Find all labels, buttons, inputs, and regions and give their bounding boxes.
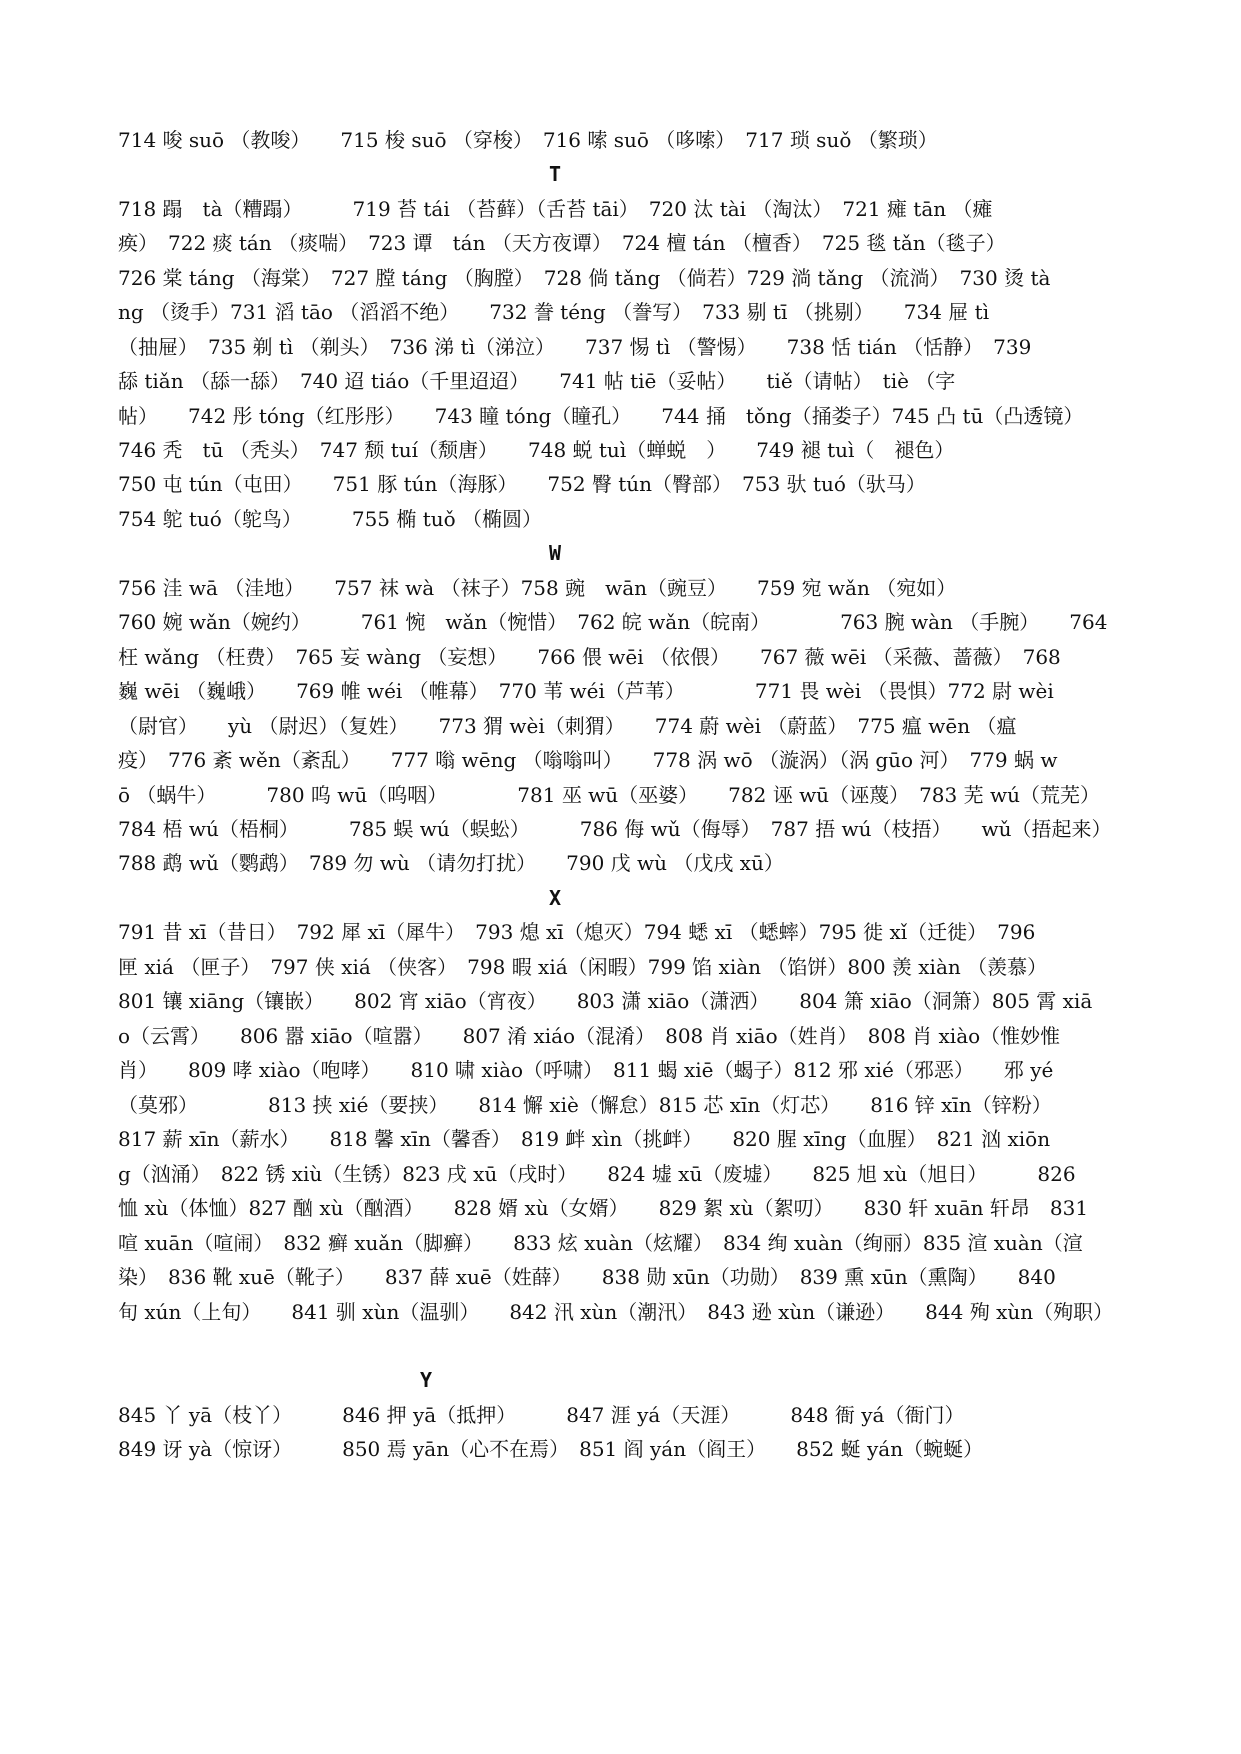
text-line: 714 唆 suō （教唆） 715 梭 suō （穿梭） 716 嗦 suō （哆嗦） 717 琐 suǒ （繁琐）: [118, 128, 938, 152]
text-line: ng （烫手）731 滔 tāo （滔滔不绝） 732 誊 téng （誊写） 733 剔 tī （挑剔） 734 屉 tì: [118, 300, 990, 324]
section-heading-x: X: [549, 886, 562, 910]
text-line: 痪） 722 痰 tán （痰喘） 723 谭 tán （天方夜谭） 724 檀 tán （檀香） 725 毯 tǎn（毯子）: [118, 231, 1006, 255]
text-line: （莫邪） 813 挟 xié（要挟） 814 懈 xiè（懈怠）815 芯 xīn（灯芯） 816 锌 xīn（锌粉）: [118, 1093, 1052, 1117]
text-line: 枉 wǎng （枉费） 765 妄 wàng （妄想） 766 偎 wēi （依偎） 767 薇 wēi （采薇、蔷薇） 768: [118, 645, 1061, 669]
text-line: 喧 xuān（喧闹） 832 癣 xuǎn（脚癣） 833 炫 xuàn（炫耀） 834 绚 xuàn（绚丽）835 渲 xuàn（渲: [118, 1231, 1083, 1255]
text-line: 染） 836 靴 xuē（靴子） 837 薛 xuē（姓薛） 838 勋 xūn（功勋） 839 熏 xūn（熏陶） 840: [118, 1265, 1056, 1289]
text-line: 肖） 809 哮 xiào（咆哮） 810 啸 xiào（呼啸） 811 蝎 xiē（蝎子）812 邪 xié（邪恶） 邪 yé: [118, 1058, 1054, 1082]
text-line: 旬 xún（上旬） 841 驯 xùn（温驯） 842 汛 xùn（潮汛） 843 逊 xùn（谦逊） 844 殉 xùn（殉职）: [118, 1300, 1114, 1324]
text-line: o（云霄） 806 嚣 xiāo（喧嚣） 807 淆 xiáo（混淆） 808 肖 xiāo（姓肖） 808 肖 xiào（惟妙惟: [118, 1024, 1061, 1048]
text-line: （抽屉） 735 剃 tì （剃头） 736 涕 tì（涕泣） 737 惕 tì （警惕） 738 恬 tián （恬静） 739: [118, 335, 1032, 359]
text-line: 784 梧 wú（梧桐） 785 蜈 wú（蜈蚣） 786 侮 wǔ（侮辱） 787 捂 wú（枝捂） wǔ（捂起来）: [118, 817, 1112, 841]
text-line: ō （蜗牛） 780 呜 wū（呜咽） 781 巫 wū（巫婆） 782 诬 wū（诬蔑） 783 芜 wú（荒芜）: [118, 783, 1100, 807]
text-line: 718 蹋 tà（糟蹋） 719 苔 tái （苔藓）（舌苔 tāi） 720 汰 tài （淘汰） 721 瘫 tān （瘫: [118, 197, 993, 221]
text-line: 756 洼 wā （洼地） 757 袜 wà （袜子）758 豌 wān（豌豆） 759 宛 wǎn （宛如）: [118, 576, 957, 600]
text-line: 760 婉 wǎn（婉约） 761 惋 wǎn（惋惜） 762 皖 wǎn（皖南） 763 腕 wàn （手腕） 764: [118, 610, 1108, 634]
text-line: 巍 wēi （巍峨） 769 帷 wéi （帷幕） 770 苇 wéi（芦苇） 771 畏 wèi （畏惧）772 尉 wèi: [118, 679, 1054, 703]
text-line: 舔 tiǎn （舔一舔） 740 迢 tiáo（千里迢迢） 741 帖 tiē（妥帖） tiě（请帖） tiè （字: [118, 369, 956, 393]
text-line: 恤 xù（体恤）827 酗 xù（酗酒） 828 婿 xù（女婿） 829 絮 xù（絮叨） 830 轩 xuān 轩昂 831: [118, 1196, 1089, 1220]
text-line: g（汹涌） 822 锈 xiù（生锈）823 戌 xū（戌时） 824 墟 xū（废墟） 825 旭 xù（旭日） 826: [118, 1162, 1076, 1186]
text-line: 788 鹉 wǔ（鹦鹉） 789 勿 wù （请勿打扰） 790 戊 wù （戊戌 xū）: [118, 851, 784, 875]
text-line: 849 讶 yà（惊讶） 850 焉 yān（心不在焉） 851 阎 yán（阎王） 852 蜒 yán（蜿蜒）: [118, 1437, 984, 1461]
section-heading-y: Y: [420, 1368, 433, 1392]
text-line: 726 棠 táng （海棠） 727 膛 táng （胸膛） 728 倘 tǎng （倘若）729 淌 tǎng （流淌） 730 烫 tà: [118, 266, 1051, 290]
text-line: 845 丫 yā（枝丫） 846 押 yā（抵押） 847 涯 yá（天涯） 848 衙 yá（衙门）: [118, 1403, 965, 1427]
text-line: 791 昔 xī（昔日） 792 犀 xī（犀牛） 793 熄 xī（熄灭）794 蟋 xī （蟋蟀）795 徙 xǐ（迁徙） 796: [118, 920, 1036, 944]
text-line: 750 屯 tún（屯田） 751 豚 tún（海豚） 752 臀 tún（臀部） 753 驮 tuó（驮马）: [118, 472, 926, 496]
text-line: 801 镶 xiāng（镶嵌） 802 宵 xiāo（宵夜） 803 潇 xiāo（潇洒） 804 箫 xiāo（洞箫）805 霄 xiā: [118, 989, 1093, 1013]
text-line: 匣 xiá （匣子） 797 侠 xiá （侠客） 798 暇 xiá（闲暇）799 馅 xiàn （馅饼）800 羡 xiàn （羡慕）: [118, 955, 1048, 979]
text-line: （尉官） yù （尉迟）（复姓） 773 猬 wèi（刺猬） 774 蔚 wèi （蔚蓝） 775 瘟 wēn （瘟: [118, 714, 1017, 738]
text-line: 746 秃 tū （秃头） 747 颓 tuí（颓唐） 748 蜕 tuì（蝉蜕 ） 749 褪 tuì（ 褪色）: [118, 438, 955, 462]
text-line: 817 薪 xīn（薪水） 818 馨 xīn（馨香） 819 衅 xìn（挑衅） 820 腥 xīng（血腥） 821 汹 xiōn: [118, 1127, 1051, 1151]
section-heading-w: W: [549, 541, 562, 565]
section-heading-t: T: [549, 162, 562, 186]
text-line: 疫） 776 紊 wěn（紊乱） 777 嗡 wēng （嗡嗡叫） 778 涡 wō （漩涡）（涡 gūo 河） 779 蜗 w: [118, 748, 1058, 772]
text-line: 帖） 742 彤 tóng（红彤彤） 743 瞳 tóng（瞳孔） 744 捅 tǒng（捅娄子）745 凸 tū（凸透镜）: [118, 404, 1084, 428]
text-line: 754 鸵 tuó（鸵鸟） 755 椭 tuǒ （椭圆）: [118, 507, 543, 531]
